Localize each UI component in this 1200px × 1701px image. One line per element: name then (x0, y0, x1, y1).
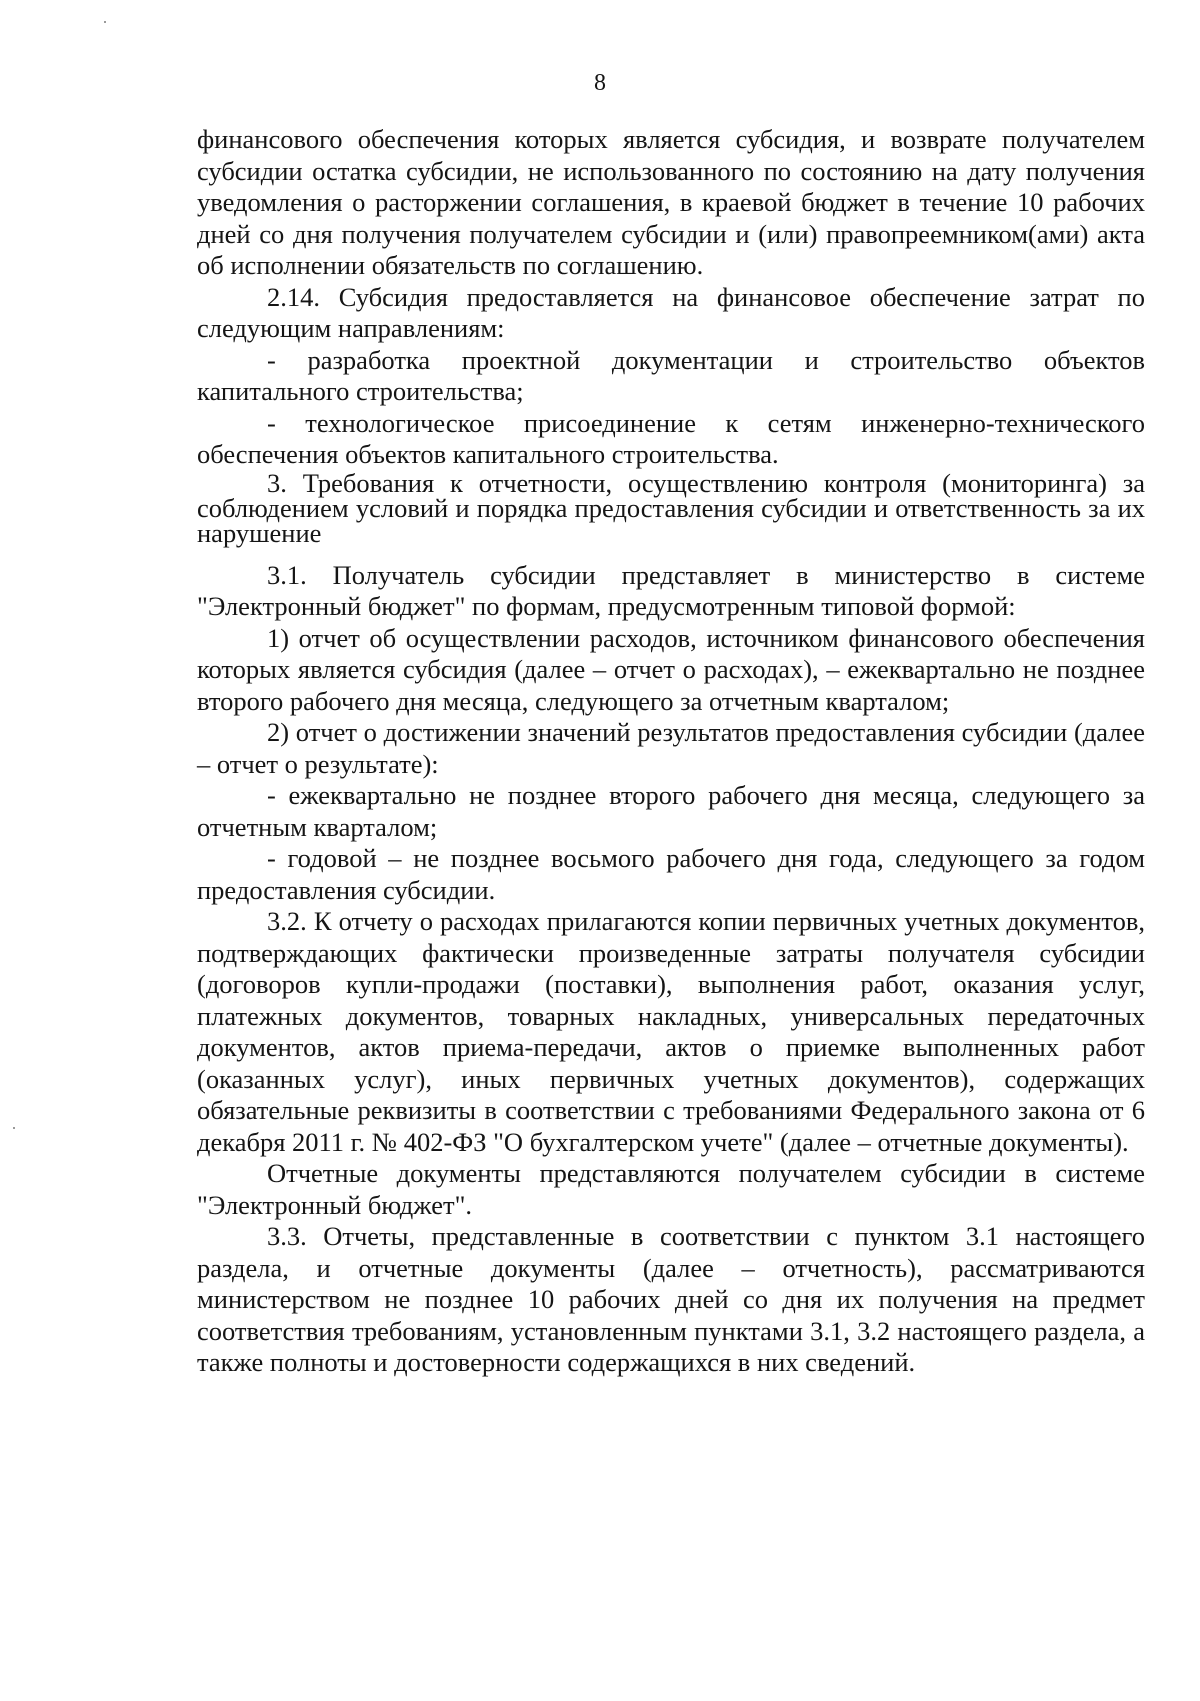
list-item-tech-connection: - технологическое присоединение к сетям инженерно-технического обеспечения объектов капитального строительства. (197, 407, 1145, 469)
list-item-expense-report: 1) отчет об осуществлении расходов, источником финансового обеспечения которых является субсидия (далее – отчет о расходах), – ежеквартально не позднее второго рабочего дня месяца, следующего за отчетным кварталом; (197, 622, 1145, 716)
list-item-design-construction: - разработка проектной документации и строительство объектов капитального строительства; (197, 344, 1145, 406)
scan-speck (104, 21, 106, 23)
section-heading-3: 3. Требования к отчетности, осуществлению контроля (мониторинга) за соблюдением условий и порядка предоставления субсидии и ответственность за их нарушение (197, 467, 1145, 548)
paragraph-2-14: 2.14. Субсидия предоставляется на финансовое обеспечение затрат по следующим направлениям: (197, 281, 1145, 343)
paragraph-3-3: 3.3. Отчеты, представленные в соответствии с пунктом 3.1 настоящего раздела, и отчетные документы (далее – отчетность), рассматриваются министерством не позднее 10 рабочих дней со дня их получения на предмет соответствия требованиям, установленным пунктами 3.1, 3.2 настоящего раздела, а также полноты и достоверности содержащихся в них сведений. (197, 1221, 1145, 1377)
paragraph-3-1: 3.1. Получатель субсидии представляет в министерство в системе "Электронный бюджет" по формам, предусмотренным типовой формой: (197, 559, 1145, 621)
paragraph-3-2: 3.2. К отчету о расходах прилагаются копии первичных учетных документов, подтверждающих фактически произведенные затраты получателя субсидии (договоров купли-продажи (поставки), выполнения работ, оказания услуг, платежных документов, товарных накладных, универсальных передаточных документов, актов приема-передачи, актов о приемке выполненных работ (оказанных услуг), иных первичных учетных документов), содержащих обязательные реквизиты в соответствии с требованиями Федерального закона от 6 декабря 2011 г. № 402-ФЗ "О бухгалтерском учете" (далее – отчетные документы). (197, 906, 1145, 1157)
paragraph-continuation: финансового обеспечения которых является субсидия, и возврате получателем субсидии остатка субсидии, не использованного по состоянию на дату получения уведомления о расторжении соглашения, в краевой бюджет в течение 10 рабочих дней со дня получения получателем субсидии и (или) правопреемником(ами) акта об исполнении обязательств по соглашению. (197, 124, 1145, 280)
paragraph-reporting-documents: Отчетные документы представляются получателем субсидии в системе "Электронный бюджет". (197, 1158, 1145, 1220)
list-item-quarterly: - ежеквартально не позднее второго рабочего дня месяца, следующего за отчетным кварталом; (197, 780, 1145, 842)
page-number: 8 (594, 70, 606, 96)
list-item-result-report: 2) отчет о достижении значений результатов предоставления субсидии (далее – отчет о результате): (197, 717, 1145, 779)
document-body (197, 124, 1145, 1379)
scan-speck (13, 1127, 15, 1129)
list-item-annual: - годовой – не позднее восьмого рабочего дня года, следующего за годом предоставления субсидии. (197, 843, 1145, 905)
